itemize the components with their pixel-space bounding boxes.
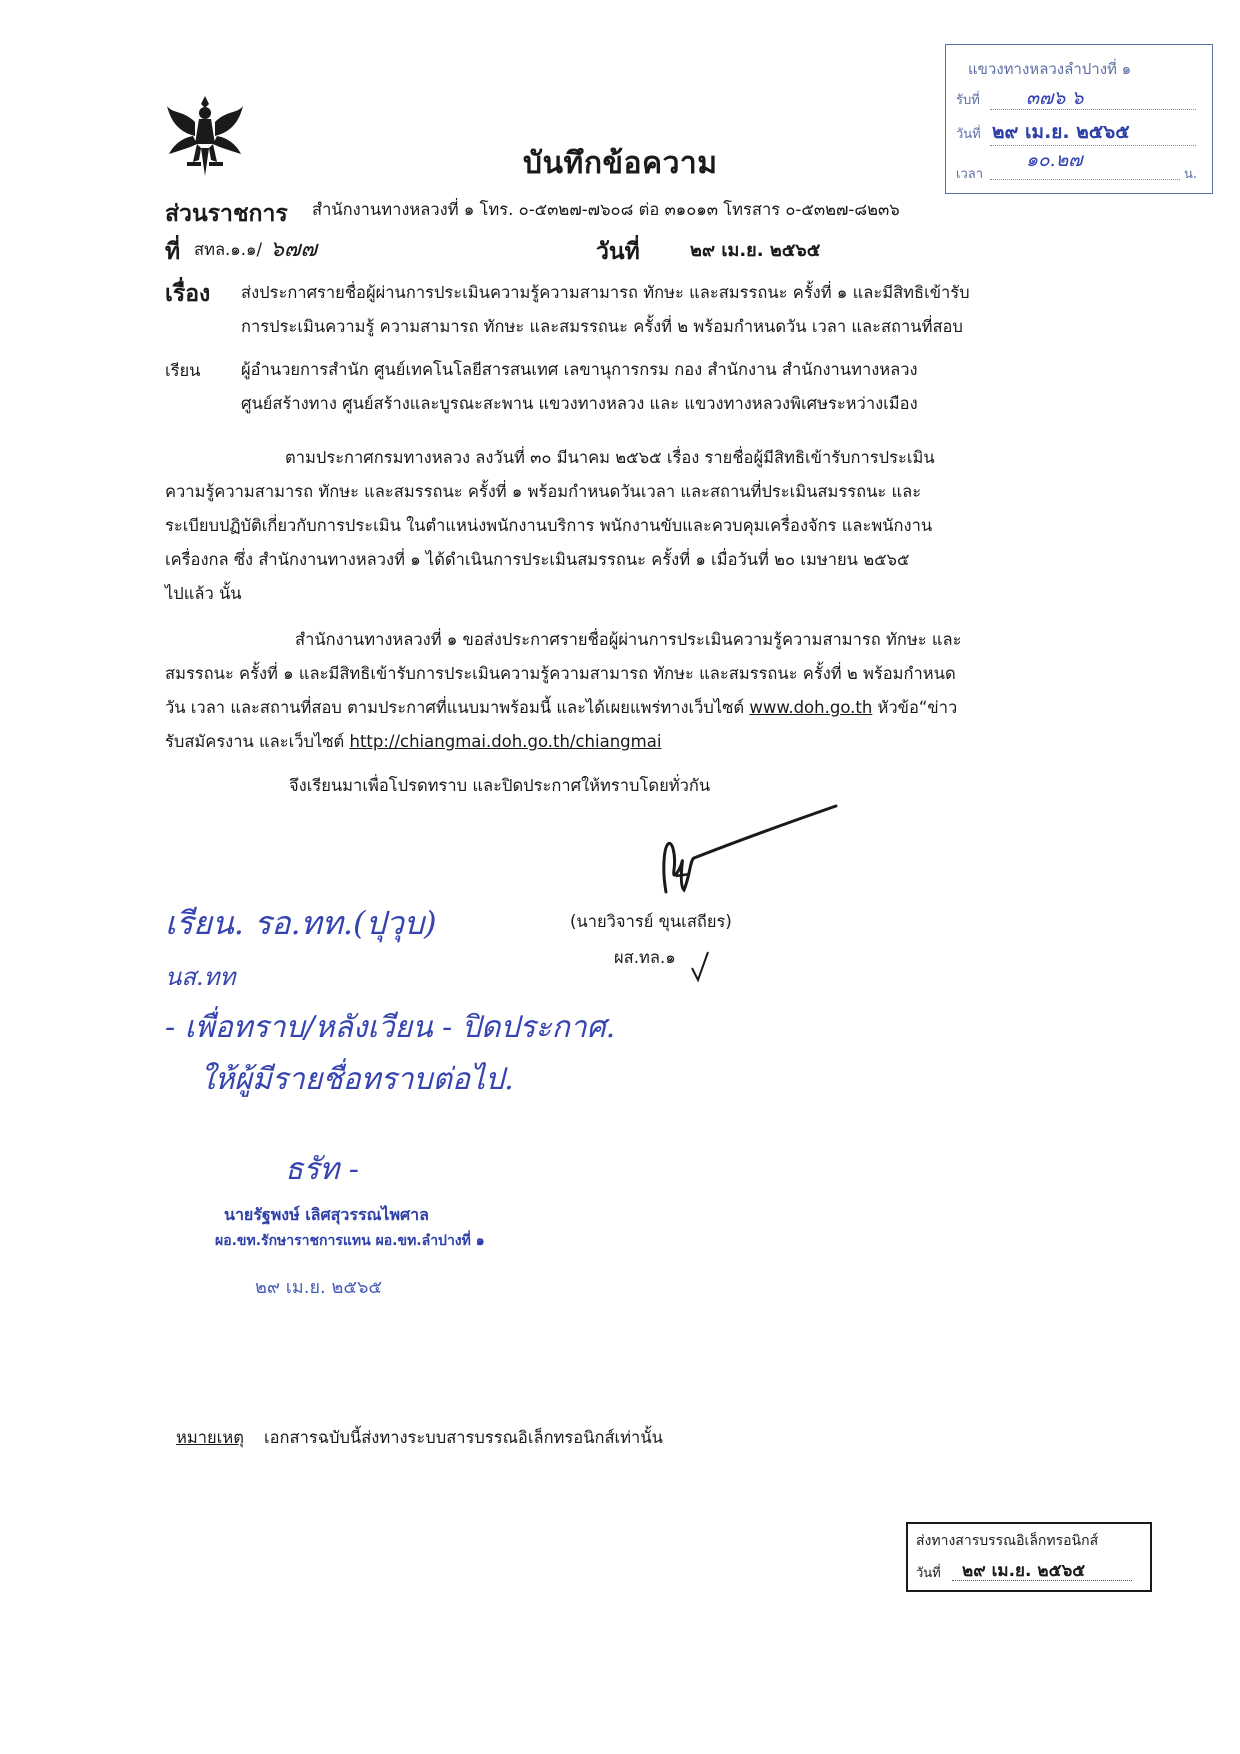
date-label: วันที่ bbox=[596, 239, 640, 265]
memo-title: บันทึกข้อความ bbox=[523, 146, 718, 181]
closing-text: จึงเรียนมาเพื่อโปรดทราบ และปิดประกาศให้ทราบโดยทั่วกัน bbox=[289, 776, 711, 795]
note-label: หมายเหตุ bbox=[176, 1428, 244, 1447]
subject-text bbox=[241, 276, 970, 344]
doc-no-handwritten: ๖๗๗ bbox=[270, 237, 318, 262]
handwritten-note-line-1: เรียน. รอ.ทท.(ปุวุบ) bbox=[165, 904, 437, 942]
garuda-icon bbox=[165, 92, 245, 180]
body-line: สำนักงานทางหลวงที่ ๑ ขอส่งประกาศรายชื่อผู้ผ่านการประเมินความรู้ความสามารถ ทักษะ และ bbox=[295, 630, 962, 649]
esarabun-stamp-title: ส่งทางสารบรรณอิเล็กทรอนิกส์ bbox=[916, 1533, 1099, 1549]
received-stamp-time-label: เวลา bbox=[956, 167, 984, 182]
signature-icon bbox=[650, 800, 840, 900]
body-text: รับสมัครงาน และเว็บไซต์ bbox=[165, 732, 350, 751]
to-line: ศูนย์สร้างทาง ศูนย์สร้างและบูรณะสะพาน แขวงทางหลวง และ แขวงทางหลวงพิเศษระหว่างเมือง bbox=[241, 394, 918, 413]
esarabun-stamp-date-label: วันที่ bbox=[916, 1566, 941, 1581]
handwritten-note-line-3: - เพื่อทราบ/หลังเวียน - ปิดประกาศ. bbox=[165, 1010, 616, 1045]
body-text: หัวข้อ“ข่าว bbox=[872, 698, 958, 717]
agency-label: ส่วนราชการ bbox=[165, 201, 288, 227]
stamp-dotted-lines bbox=[952, 1580, 1132, 1581]
subject-line: ส่งประกาศรายชื่อผู้ผ่านการประเมินความรู้ความสามารถ ทักษะ และสมรรถนะ ครั้งที่ ๑ และมีสิทธิเข้ารับ bbox=[241, 283, 970, 302]
endorsement-name: นายรัฐพงษ์ เลิศสุวรรณไพศาล bbox=[224, 1205, 429, 1224]
to-text bbox=[241, 353, 918, 421]
garuda-emblem bbox=[165, 92, 245, 180]
stamp-dotted-lines bbox=[990, 145, 1196, 146]
subject-line: การประเมินความรู้ ความสามารถ ทักษะ และสมรรถนะ ครั้งที่ ๒ พร้อมกำหนดวัน เวลา และสถานที่สอบ bbox=[241, 317, 963, 336]
body-line: เครื่องกล ซึ่ง สำนักงานทางหลวงที่ ๑ ได้ดำเนินการประเมินสมรรถนะ ครั้งที่ ๑ เมื่อวันที่ ๒๐ เมษายน ๒๕๖๕ bbox=[165, 550, 910, 569]
received-stamp-time-value: ๑๐.๒๗ bbox=[1026, 149, 1083, 171]
body-line: ไปแล้ว นั้น bbox=[165, 584, 242, 603]
signature-scribble bbox=[650, 800, 840, 900]
received-stamp-office: แขวงทางหลวงลำปางที่ ๑ bbox=[968, 60, 1132, 78]
date-text: ๒๙ เม.ย. ๒๕๖๕ bbox=[690, 240, 821, 261]
handwritten-note-line-2: นส.ทท bbox=[165, 963, 236, 991]
body-paragraph-1 bbox=[165, 441, 935, 611]
received-stamp-no-label: รับที่ bbox=[956, 93, 980, 108]
handwritten-initials: ธรัท - bbox=[285, 1152, 359, 1187]
subject-label: เรื่อง bbox=[165, 281, 211, 307]
to-label: เรียน bbox=[165, 361, 201, 380]
doh-website-link[interactable]: www.doh.go.th bbox=[749, 698, 873, 717]
body-line: ความรู้ความสามารถ ทักษะ และสมรรถนะ ครั้งที่ ๑ พร้อมกำหนดวันเวลา และสถานที่ประเมินสมรรถนะ และ bbox=[165, 482, 922, 501]
signer-position: ผส.ทล.๑ bbox=[614, 948, 676, 967]
doc-no-label: ที่ bbox=[165, 239, 181, 265]
esarabun-stamp-date-value: ๒๙ เม.ย. ๒๕๖๕ bbox=[962, 1561, 1086, 1581]
body-line bbox=[165, 691, 961, 725]
to-line: ผู้อำนวยการสำนัก ศูนย์เทคโนโลยีสารสนเทศ เลขานุการกรม กอง สำนักงาน สำนักงานทางหลวง bbox=[241, 360, 918, 379]
received-stamp-date-label: วันที่ bbox=[956, 127, 981, 142]
body-line bbox=[165, 725, 961, 759]
chiangmai-website-link[interactable]: http://chiangmai.doh.go.th/chiangmai bbox=[349, 732, 662, 751]
doc-no-text: สทล.๑.๑/ bbox=[194, 240, 263, 259]
esarabun-stamp bbox=[906, 1522, 1152, 1592]
handwritten-note-line-4: ให้ผู้มีรายชื่อทราบต่อไป. bbox=[200, 1062, 514, 1097]
checkmark-icon bbox=[690, 950, 710, 982]
body-text: วัน เวลา และสถานที่สอบ ตามประกาศที่แนบมาพร้อมนี้ และได้เผยแพร่ทางเว็บไซต์ bbox=[165, 698, 750, 717]
received-stamp bbox=[945, 44, 1213, 194]
signer-name: (นายวิจารย์ ขุนเสถียร) bbox=[570, 912, 732, 931]
received-stamp-date-value: ๒๙ เม.ย. ๒๕๖๕ bbox=[992, 121, 1130, 143]
stamp-dotted-lines bbox=[990, 109, 1196, 110]
stamp-dotted-lines bbox=[990, 179, 1180, 180]
body-line: ระเบียบปฏิบัติเกี่ยวกับการประเมิน ในตำแหน่งพนักงานบริการ พนักงานขับและควบคุมเครื่องจักร และพนักงาน bbox=[165, 516, 933, 535]
received-stamp-time-suffix: น. bbox=[1184, 167, 1198, 182]
body-paragraph-2 bbox=[165, 623, 961, 759]
endorsement-position: ผอ.ขท.รักษาราชการแทน ผอ.ขท.ลำปางที่ ๑ bbox=[215, 1233, 485, 1249]
body-line: สมรรถนะ ครั้งที่ ๑ และมีสิทธิเข้ารับการประเมินความรู้ความสามารถ ทักษะ และสมรรถนะ ครั้งที่ ๒ พร้อมกำหนด bbox=[165, 664, 956, 683]
body-line: ตามประกาศกรมทางหลวง ลงวันที่ ๓๐ มีนาคม ๒๕๖๕ เรื่อง รายชื่อผู้มีสิทธิเข้ารับการประเมิน bbox=[285, 448, 935, 467]
agency-text: สำนักงานทางหลวงที่ ๑ โทร. ๐-๕๓๒๗-๗๖๐๘ ต่อ ๓๑๐๑๓ โทรสาร ๐-๕๓๒๗-๘๒๓๖ bbox=[312, 200, 900, 219]
endorsement-date: ๒๙ เม.ย. ๒๕๖๕ bbox=[255, 1277, 383, 1298]
note-text: เอกสารฉบับนี้ส่งทางระบบสารบรรณอิเล็กทรอนิกส์เท่านั้น bbox=[264, 1428, 663, 1447]
received-stamp-no-value: ๓๗๖ ๖ bbox=[1026, 87, 1084, 109]
